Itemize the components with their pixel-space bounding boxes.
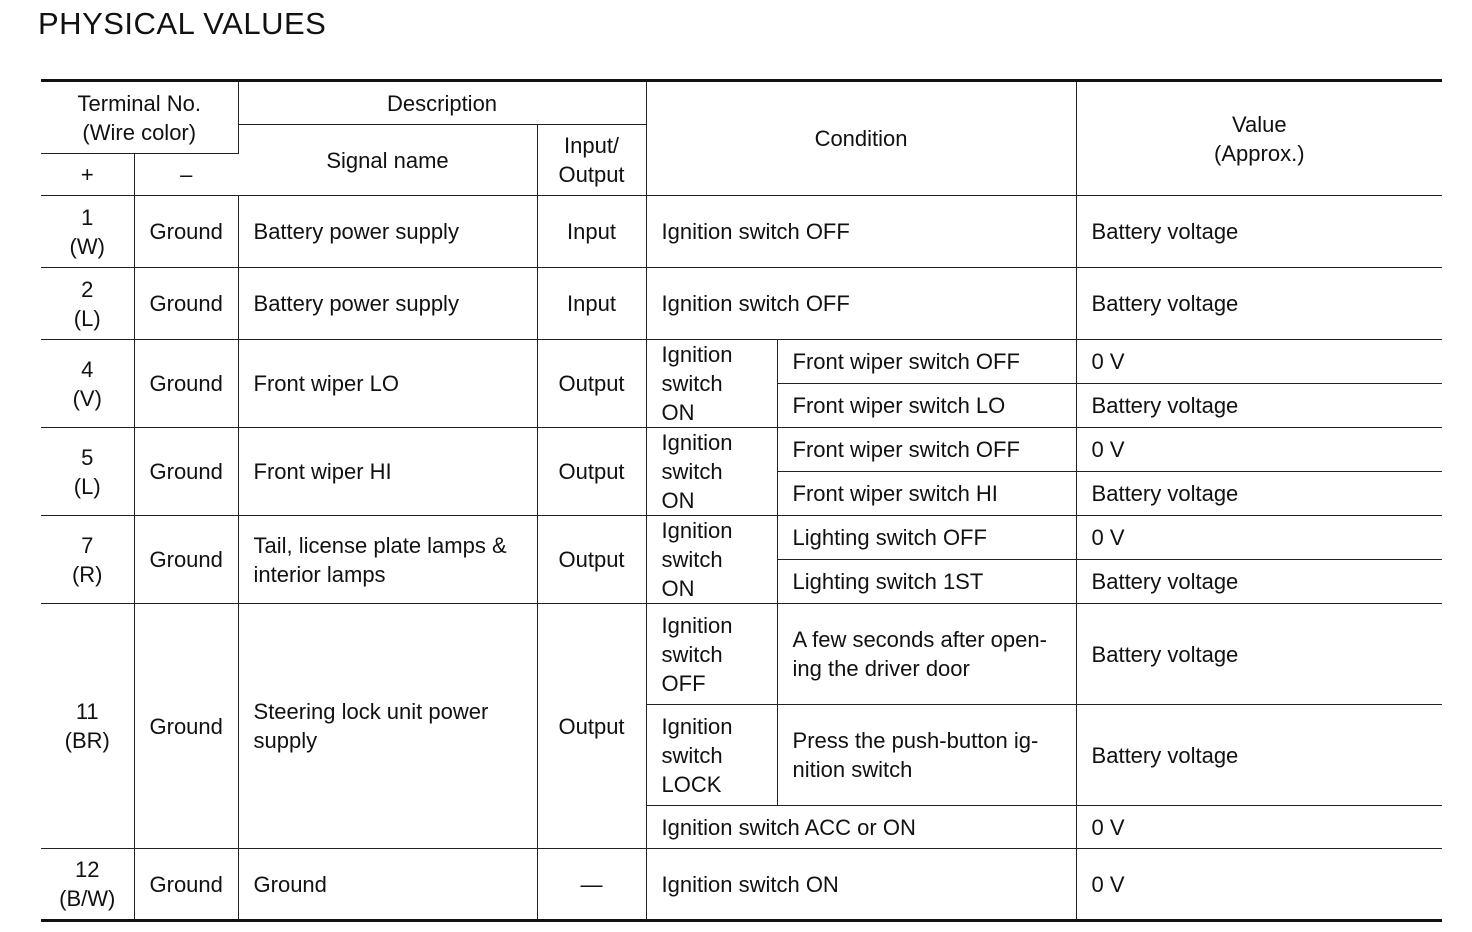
header-condition: Condition [646,81,1076,196]
value-cell: Battery voltage [1076,705,1442,806]
value-cell: Battery voltage [1076,472,1442,516]
header-output-label: Output [558,162,625,187]
terminal-number: 12 [75,857,100,882]
value-cell: Battery voltage [1076,196,1442,268]
signal-name-cell: Steering lock unit power supply [238,604,537,849]
header-terminal-no-label: Terminal No. [77,90,201,116]
value-cell: Battery voltage [1076,604,1442,705]
signal-name-cell: Front wiper LO [238,340,537,428]
signal-name-cell: Battery power supply [238,196,537,268]
condition-sub-cell: Front wiper switch OFF [777,340,1076,384]
table-row [41,604,1442,705]
signal-name-cell: Battery power supply [238,268,537,340]
header-approx-label: (Approx.) [1214,140,1305,166]
header-minus: – [134,154,238,196]
ground-cell: Ground [134,196,238,268]
condition-sub-cell: Lighting switch OFF [777,516,1076,560]
value-cell: Battery voltage [1076,560,1442,604]
ground-cell: Ground [134,428,238,516]
wire-color: (W) [69,233,105,259]
header-input-output [537,125,646,196]
ground-cell: Ground [134,516,238,604]
terminal-cell [41,604,134,849]
signal-name-cell: Ground [238,849,537,921]
terminal-number: 7 [81,532,94,558]
header-input-label: Input/ [564,133,620,158]
io-cell: Output [537,340,646,428]
table-row [41,196,1442,268]
condition-sub-cell: Front wiper switch HI [777,472,1076,516]
table-row [41,516,1442,560]
page-title: PHYSICAL VALUES [38,6,327,41]
ground-cell: Ground [134,604,238,849]
value-cell: Battery voltage [1076,268,1442,340]
condition-sub-cell: Front wiper switch OFF [777,428,1076,472]
terminal-number: 5 [81,444,94,470]
condition-sub-cell: Press the push-button ig-nition switch [777,705,1076,806]
io-cell: Output [537,516,646,604]
terminal-cell [41,428,134,516]
table-row [41,849,1442,921]
condition-cell: Ignition switch ON [646,849,1076,921]
table-row [41,268,1442,340]
wire-color: (B/W) [59,886,116,911]
ground-cell: Ground [134,268,238,340]
value-cell: 0 V [1076,516,1442,560]
condition-main-cell: Ignition switch LOCK [646,705,777,806]
io-cell: — [537,849,646,921]
wire-color: (L) [73,305,101,331]
condition-main-cell: Ignition switch ON [646,428,777,516]
table-row [41,428,1442,472]
wire-color: (BR) [64,728,110,753]
signal-name-cell: Tail, license plate lamps & interior lamps [238,516,537,604]
terminal-number: 11 [75,699,99,724]
terminal-number: 1 [81,204,94,230]
table-row [41,340,1442,384]
value-cell: 0 V [1076,849,1442,921]
ground-cell: Ground [134,340,238,428]
condition-sub-cell: A few seconds after open-ing the driver door [777,604,1076,705]
physical-values-table [41,79,1442,922]
value-cell: 0 V [1076,806,1442,849]
terminal-cell [41,268,134,340]
header-description: Description [238,81,646,125]
condition-cell: Ignition switch ACC or ON [646,806,1076,849]
io-cell: Output [537,428,646,516]
header-value-label: Value [1231,111,1287,137]
header-signal-name: Signal name [238,125,537,196]
wire-color: (V) [72,385,102,411]
io-cell: Output [537,604,646,849]
value-cell: 0 V [1076,428,1442,472]
header-plus: + [41,154,134,196]
condition-main-cell: Ignition switch ON [646,340,777,428]
condition-cell: Ignition switch OFF [646,268,1076,340]
condition-cell: Ignition switch OFF [646,196,1076,268]
terminal-number: 4 [81,356,94,382]
io-cell: Input [537,196,646,268]
condition-main-cell: Ignition switch ON [646,516,777,604]
condition-main-cell: Ignition switch OFF [646,604,777,705]
wire-color: (R) [71,561,103,587]
terminal-number: 2 [81,276,94,302]
condition-sub-cell: Front wiper switch LO [777,384,1076,428]
terminal-cell [41,849,134,921]
wire-color: (L) [73,473,101,499]
value-cell: Battery voltage [1076,384,1442,428]
value-cell: 0 V [1076,340,1442,384]
header-terminal-no [41,81,238,154]
header-value [1076,81,1442,196]
io-cell: Input [537,268,646,340]
terminal-cell [41,516,134,604]
ground-cell: Ground [134,849,238,921]
signal-name-cell: Front wiper HI [238,428,537,516]
terminal-cell [41,196,134,268]
terminal-cell [41,340,134,428]
header-wire-color-label: (Wire color) [82,119,197,145]
condition-sub-cell: Lighting switch 1ST [777,560,1076,604]
